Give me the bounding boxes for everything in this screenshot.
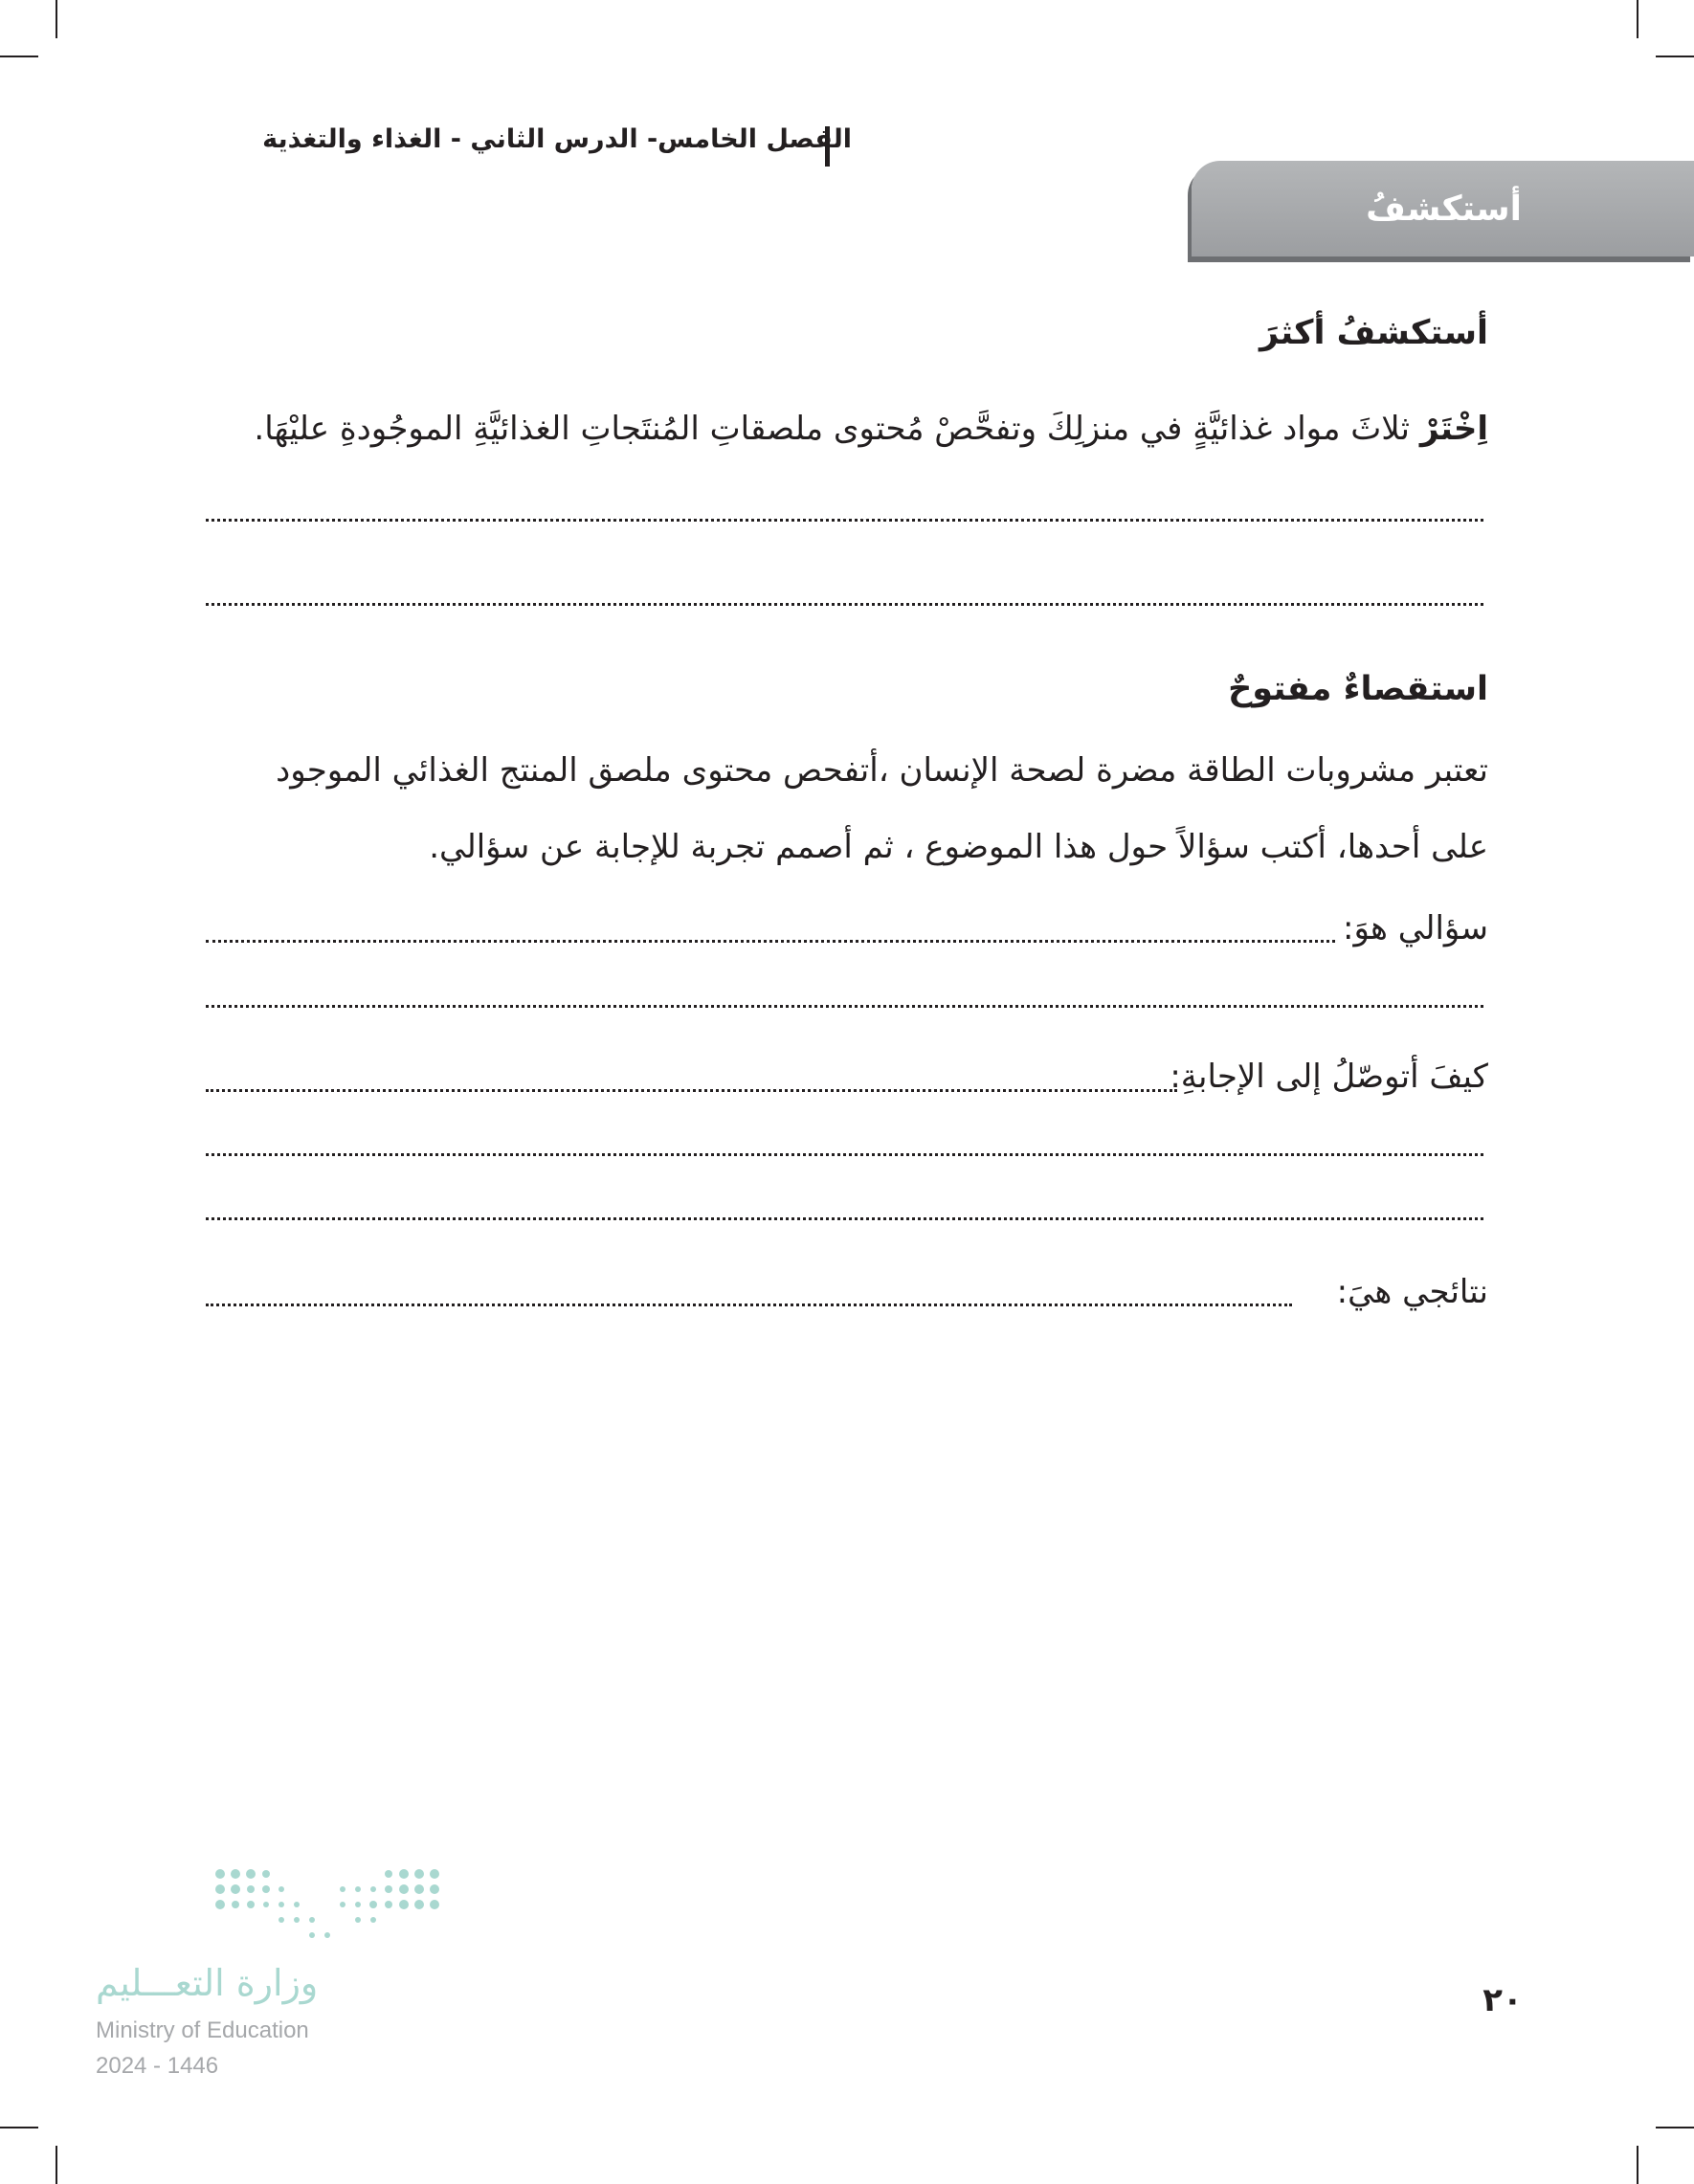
- crop-mark: [0, 2127, 38, 2128]
- page-number: ٢٠: [1482, 1981, 1523, 2019]
- question-label: سؤالي هوَ:: [1343, 909, 1488, 947]
- ministry-name-arabic: وزارة التعـــليم: [96, 1962, 319, 2004]
- instruction-text: ثلاثَ مواد غذائيَّةٍ في منزلِكَ وتفحَّصْ مُحتوى ملصقاتِ المُنتَجاتِ الغذائيَّةِ الموجُودةِ عليْهَا.: [254, 410, 1420, 448]
- results-answer-line[interactable]: [206, 1304, 1292, 1306]
- instruction-keyword: اِخْتَرْ: [1419, 410, 1488, 448]
- results-label: نتائجي هيَ:: [1336, 1273, 1488, 1311]
- crop-mark: [1656, 2127, 1694, 2128]
- explore-more-heading: أستكشفُ أكثرَ: [1259, 314, 1488, 352]
- crop-mark: [1637, 2146, 1638, 2184]
- inquiry-paragraph-line-1: تعتبر مشروبات الطاقة مضرة لصحة الإنسان ،أتفحص محتوى ملصق المنتج الغذائي الموجود: [276, 751, 1488, 790]
- inquiry-paragraph-line-2: على أحدها، أكتب سؤالاً حول هذا الموضوع ، ثم أصمم تجربة للإجابة عن سؤالي.: [429, 828, 1488, 866]
- edition-year: 2024 - 1446: [96, 2053, 219, 2079]
- method-answer-line[interactable]: [206, 1089, 1177, 1092]
- method-label: كيفَ أتوصّلُ إلى الإجابةِ:: [1170, 1058, 1488, 1096]
- open-inquiry-heading: استقصاءٌ مفتوحٌ: [1228, 670, 1488, 708]
- crop-mark: [1656, 56, 1694, 57]
- answer-line[interactable]: [206, 603, 1483, 606]
- crop-mark: [56, 2146, 57, 2184]
- question-answer-line[interactable]: [206, 940, 1335, 943]
- chapter-lesson-title: الفصل الخامس- الدرس الثاني - الغذاء والتغذية: [262, 124, 852, 154]
- method-answer-line[interactable]: [206, 1153, 1483, 1156]
- question-answer-line[interactable]: [206, 1005, 1483, 1008]
- method-answer-line[interactable]: [206, 1217, 1483, 1220]
- crop-mark: [0, 56, 38, 57]
- section-tab-label: أستكشفُ: [1366, 189, 1522, 229]
- answer-line[interactable]: [206, 519, 1483, 522]
- ministry-name-english: Ministry of Education: [96, 2017, 309, 2043]
- ministry-logo-icon: [211, 1866, 459, 1943]
- explore-more-instruction: [187, 410, 1488, 448]
- crop-mark: [56, 0, 57, 38]
- crop-mark: [1637, 0, 1638, 38]
